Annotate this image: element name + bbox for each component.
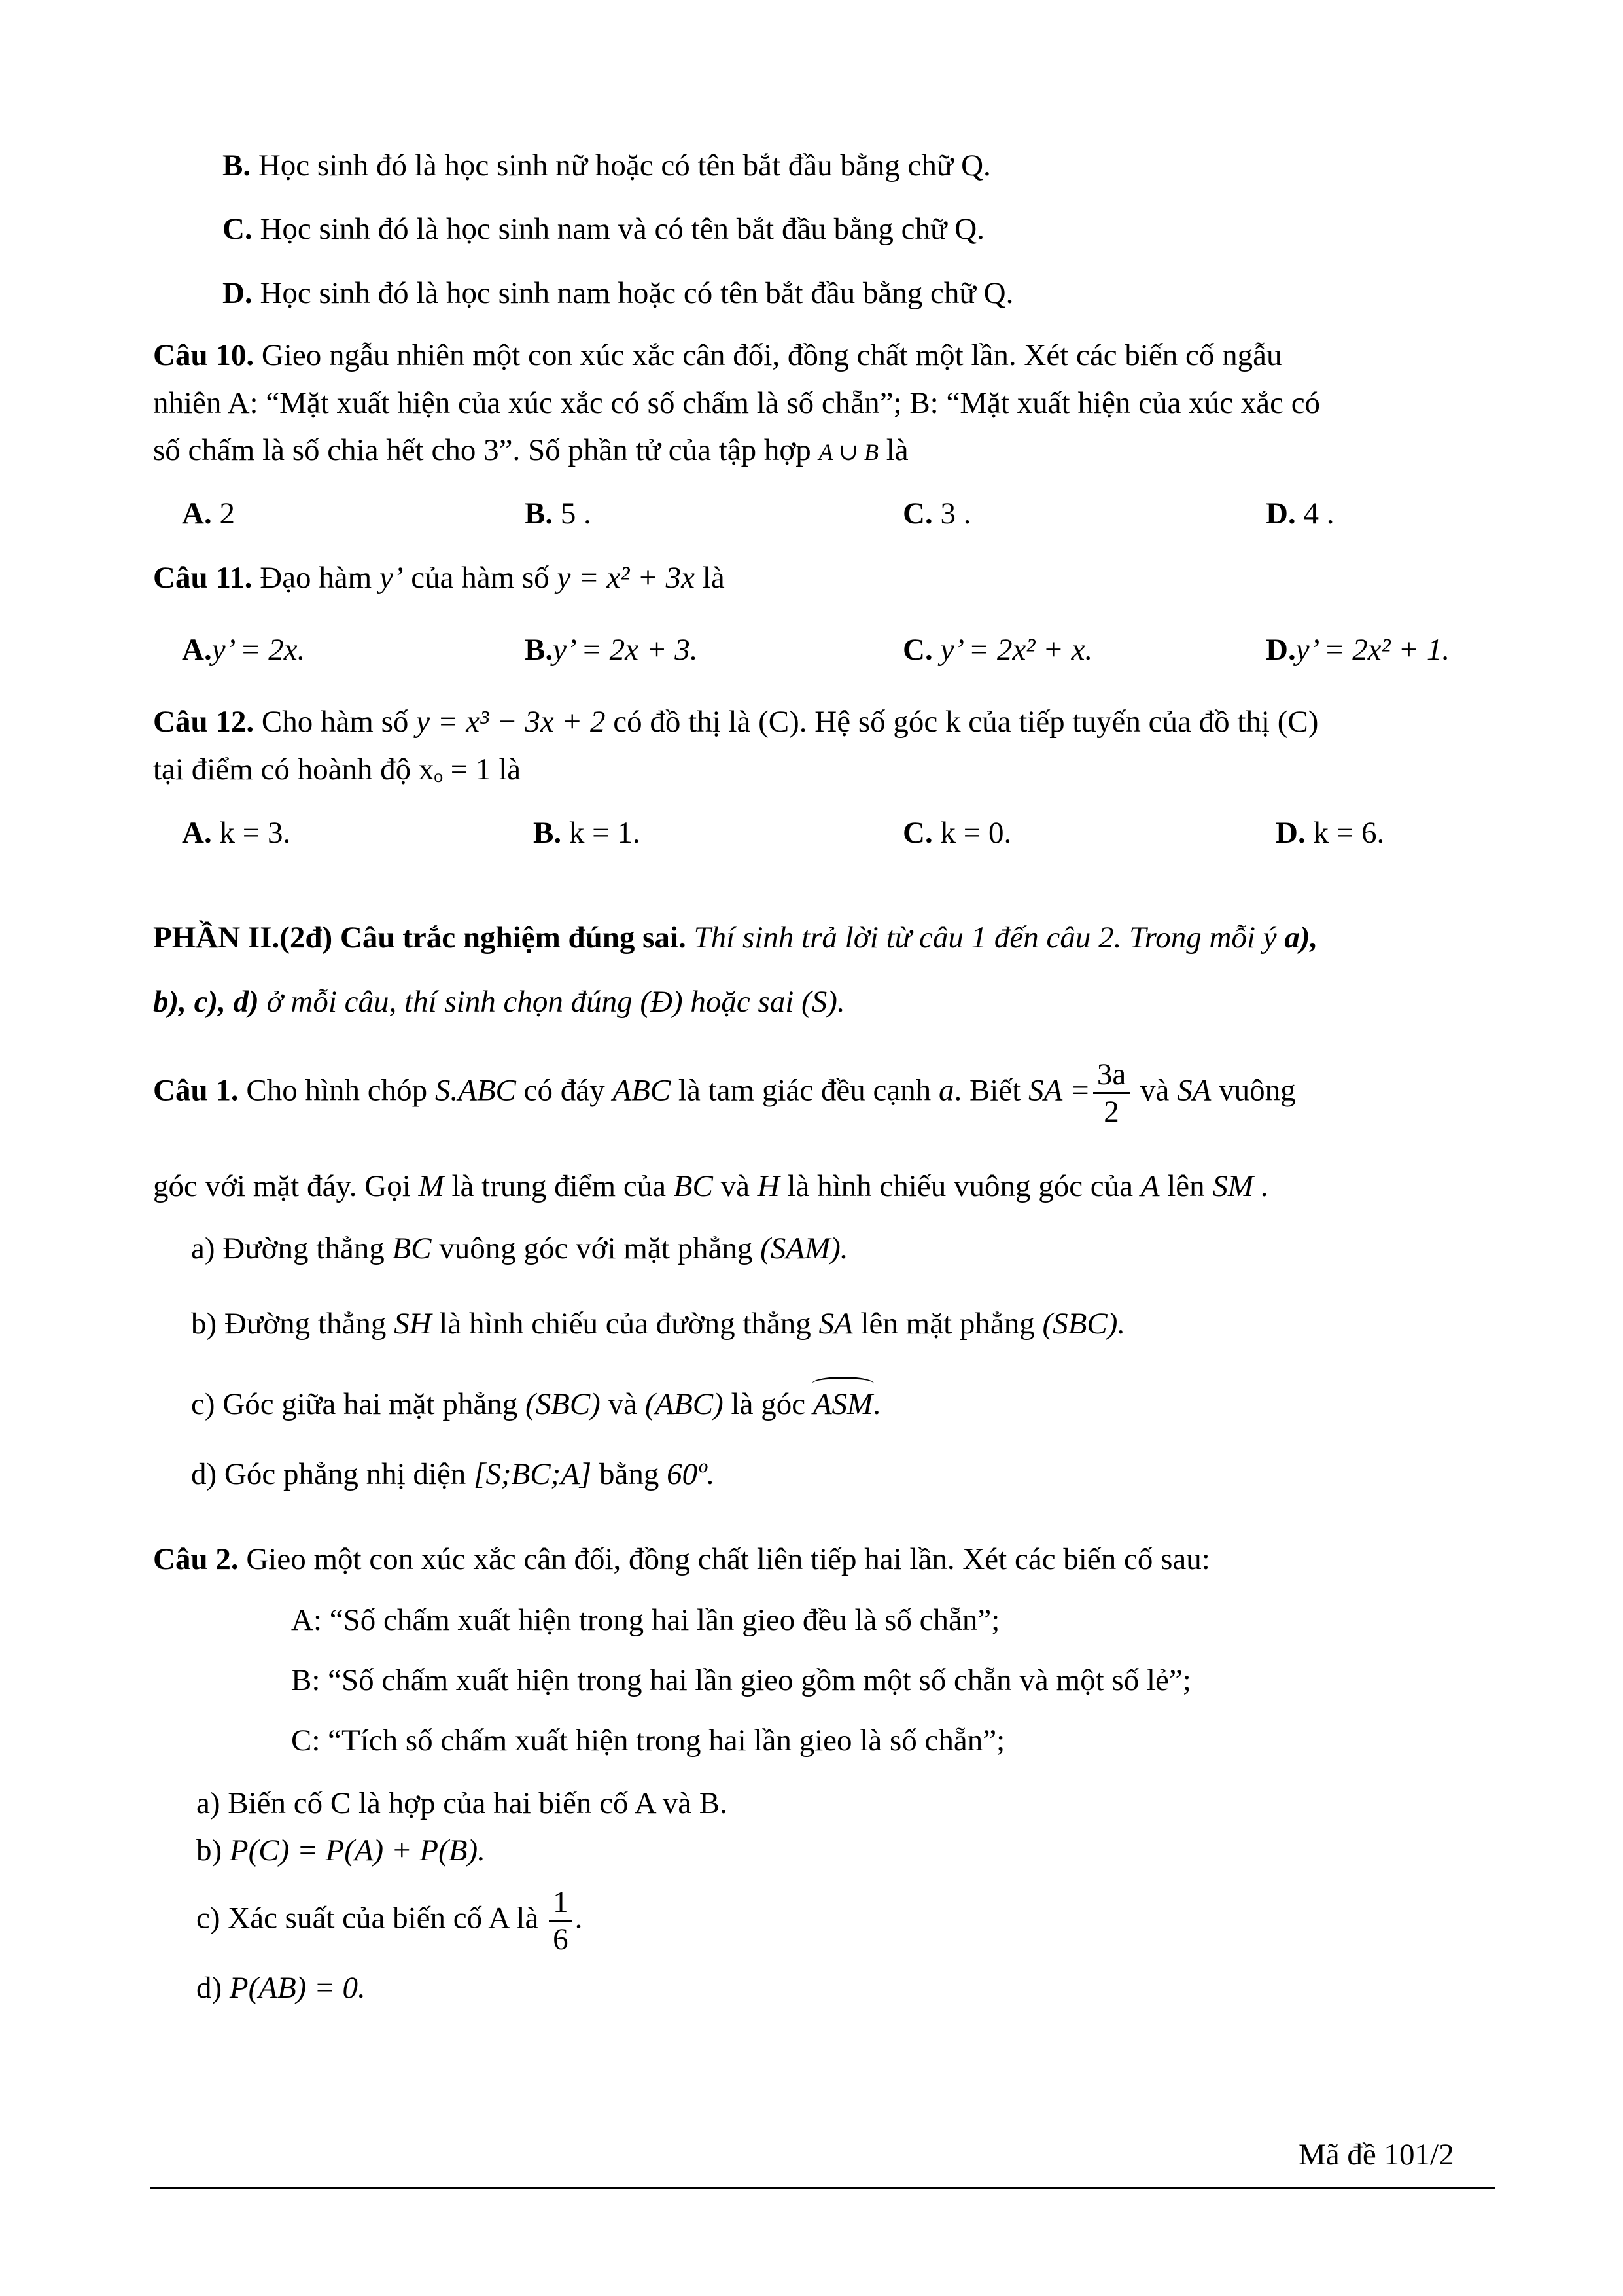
- q10-line2: nhiên A: “Mặt xuất hiện của xúc xắc có số chấm là số chẵn”; B: “Mặt xuất hiện của xúc xắc có: [153, 386, 1321, 420]
- p2q1-item-d: d) Góc phẳng nhị diện [S;BC;A] bằng 60º.: [191, 1457, 715, 1491]
- p2q1-item-b: b) Đường thẳng SH là hình chiếu của đường thẳng SA lên mặt phẳng (SBC).: [191, 1307, 1126, 1341]
- p2q2-item-d: d) P(AB) = 0.: [196, 1971, 366, 2005]
- option-b-prev: B. Học sinh đó là học sinh nữ hoặc có tên bắt đầu bằng chữ Q.: [222, 149, 991, 183]
- q11-options: [0, 631, 1623, 671]
- option-c-prev: C. Học sinh đó là học sinh nam và có tên bắt đầu bằng chữ Q.: [222, 212, 985, 246]
- footer-divider: [150, 2187, 1495, 2189]
- q10-option-b: B. 5 .: [525, 497, 591, 531]
- p2q2-item-c: c) Xác suất của biến cố A là $\frac{1}{6}$ .: [196, 1885, 583, 1957]
- q12-option-c: C. k = 0.: [903, 816, 1012, 850]
- p2q2-intro: Câu 2. Gieo một con xúc xắc cân đối, đồng chất liên tiếp hai lần. Xét các biến cố sau:: [153, 1542, 1210, 1576]
- part2-instructions: b), c), d) ở mỗi câu, thí sinh chọn đúng (Đ) hoặc sai (S).: [153, 985, 845, 1019]
- fraction-1-6: $\frac{1}{6}$: [549, 1884, 572, 1957]
- q10-option-a: A. 2: [182, 497, 235, 531]
- p2q1-line2: góc với mặt đáy. Gọi M là trung điểm của BC và H là hình chiếu vuông góc của A lên SM .: [153, 1169, 1269, 1203]
- q10-option-d: D. 4 .: [1266, 497, 1335, 531]
- q12-option-b: B. k = 1.: [533, 816, 640, 850]
- q12-line2: tại điểm có hoành độ xₒ = 1 là: [153, 752, 521, 786]
- fraction-3a-2: $\frac{3a}{2}$: [1093, 1057, 1130, 1129]
- p2q2-event-b: B: “Số chấm xuất hiện trong hai lần gieo gồm một số chẵn và một số lẻ”;: [291, 1663, 1191, 1697]
- q11-option-a: A.y’ = 2x.: [182, 633, 305, 667]
- q11-option-d: D.y’ = 2x² + 1.: [1266, 633, 1450, 667]
- part2-header: PHẦN II.(2đ) Câu trắc nghiệm đúng sai. Thí sinh trả lời từ câu 1 đến câu 2. Trong mỗi ý a),: [153, 921, 1318, 955]
- q11-option-c: C. y’ = 2x² + x.: [903, 633, 1093, 667]
- angle-asm: ASM: [813, 1386, 873, 1422]
- q12-option-d: D. k = 6.: [1276, 816, 1385, 850]
- q12-line1: Câu 12. Cho hàm số y = x³ − 3x + 2 có đồ thị là (C). Hệ số góc k của tiếp tuyến của đồ thị (C): [153, 705, 1319, 739]
- q10-options: [0, 495, 1623, 535]
- q11-stem: Câu 11. Đạo hàm y’ của hàm số y = x² + 3x là: [153, 561, 725, 595]
- q11-option-b: B.y’ = 2x + 3.: [525, 633, 698, 667]
- option-d-prev: D. Học sinh đó là học sinh nam hoặc có tên bắt đầu bằng chữ Q.: [222, 276, 1014, 310]
- q12-option-a: A. k = 3.: [182, 816, 291, 850]
- p2q2-event-a: A: “Số chấm xuất hiện trong hai lần gieo đều là số chẵn”;: [291, 1603, 1000, 1637]
- p2q1-item-a: a) Đường thẳng BC vuông góc với mặt phẳng (SAM).: [191, 1231, 848, 1265]
- p2q2-item-a: a) Biến cố C là hợp của hai biến cố A và B.: [196, 1786, 727, 1820]
- q10-line1: Câu 10. Gieo ngẫu nhiên một con xúc xắc cân đối, đồng chất một lần. Xét các biến cố ngẫu: [153, 338, 1282, 372]
- q10-option-c: C. 3 .: [903, 497, 971, 531]
- q10-line3: số chấm là số chia hết cho 3”. Số phần tử của tập hợp A ∪ B là: [153, 433, 909, 467]
- p2q1-line1: Câu 1. Cho hình chóp S.ABC có đáy ABC là tam giác đều cạnh a. Biết SA = $\frac{3a}{2}$ và SA vuông: [153, 1057, 1296, 1129]
- p2q2-item-b: b) P(C) = P(A) + P(B).: [196, 1833, 485, 1867]
- exam-code: Mã đề 101/2: [1299, 2138, 1454, 2172]
- p2q1-item-c: c) Góc giữa hai mặt phẳng (SBC) và (ABC) là góc ASM.: [191, 1386, 881, 1422]
- p2q2-event-c: C: “Tích số chấm xuất hiện trong hai lần gieo là số chẵn”;: [291, 1723, 1005, 1757]
- q12-options: [0, 815, 1623, 854]
